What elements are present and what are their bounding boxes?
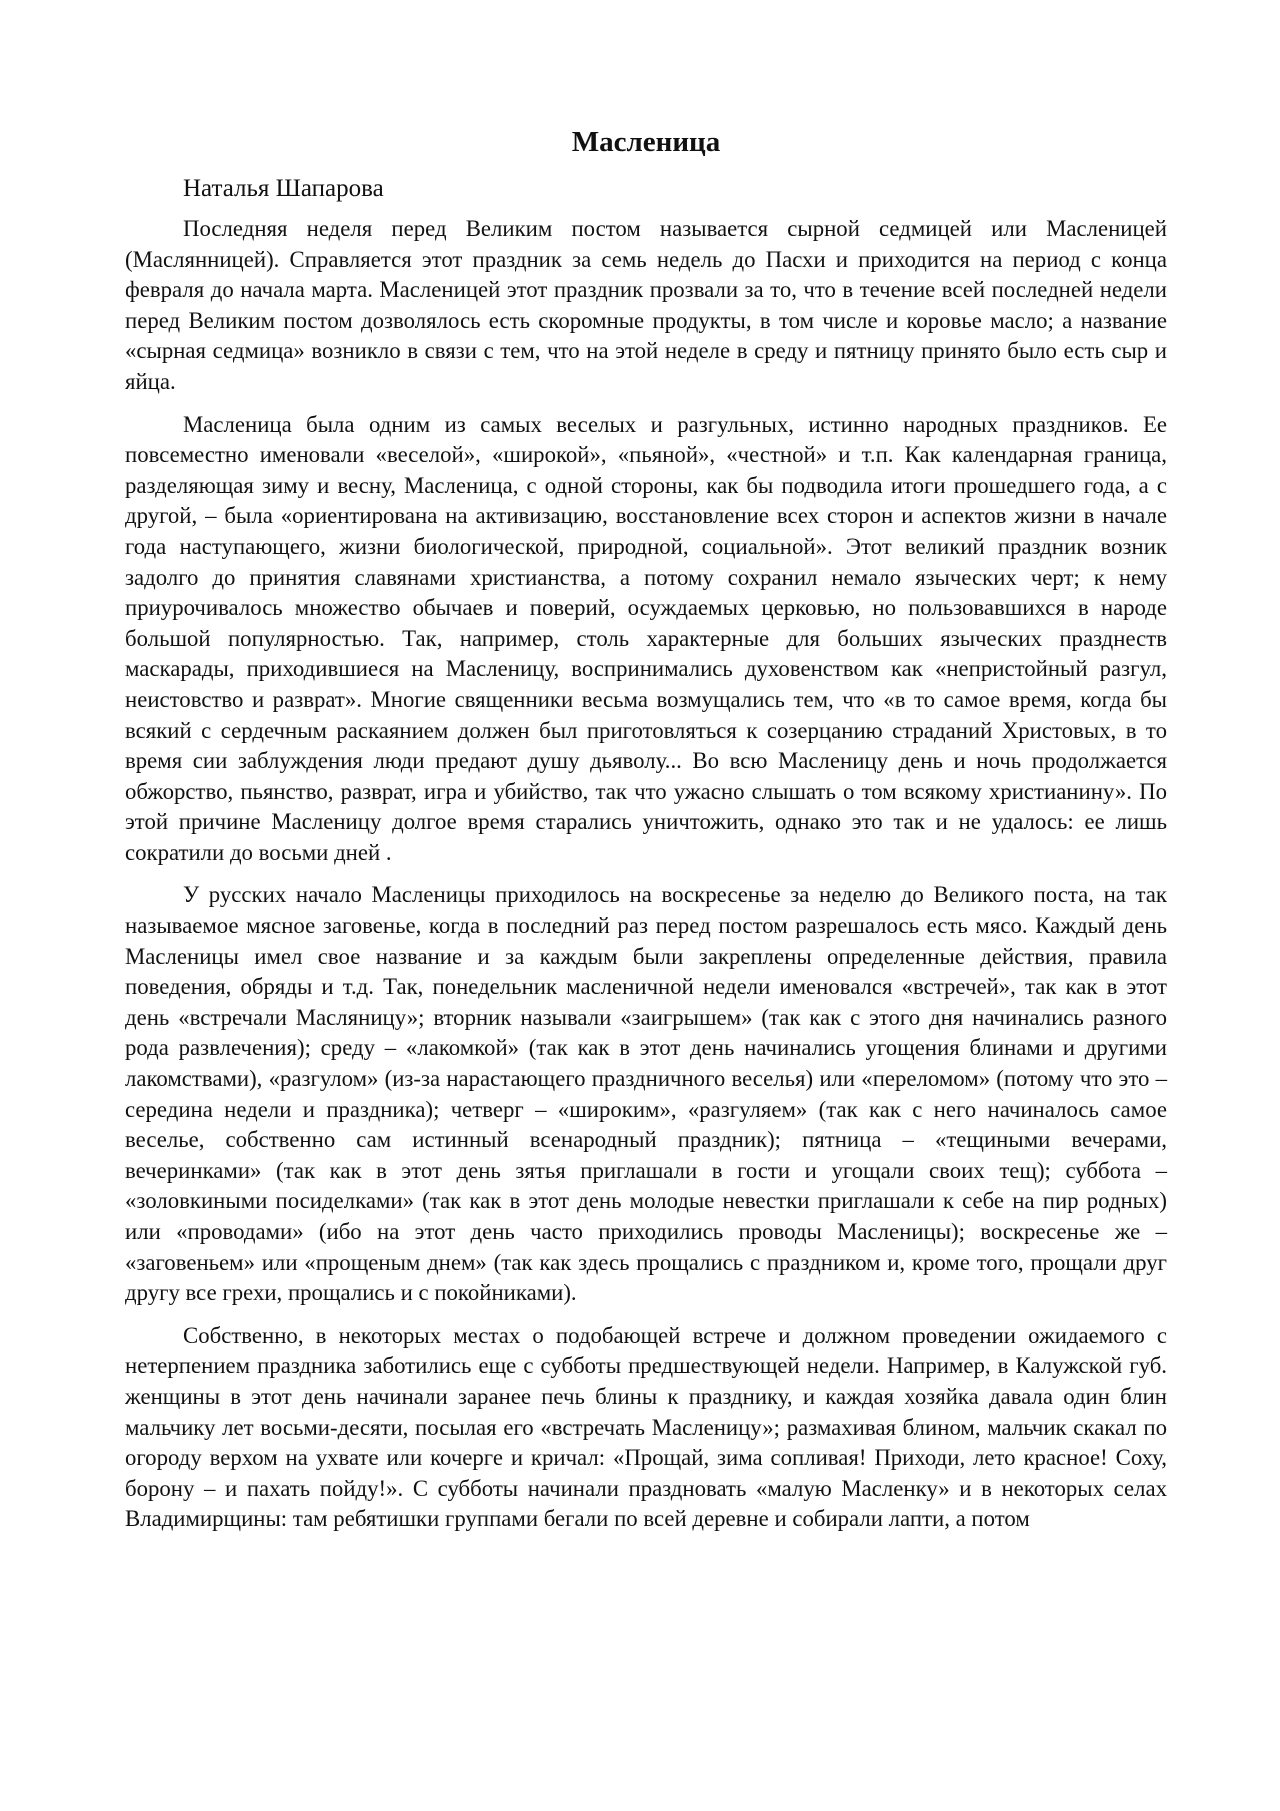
paragraph-3: У русских начало Масленицы приходилось на воскресенье за неделю до Великого поста, на так называемое мясное заговенье, когда в последний раз перед постом разрешалось есть мясо. Каждый день Масленицы имел свое название и за каждым были закреплены определенные действия, правила поведения, обряды и т.д. Так, понедельник масленичной недели именовался «встречей», так как в этот день «встречали Масляницу»; вторник называли «заигрышем» (так как с этого дня начинались разного рода развлечения); среду – «лакомкой» (так как в этот день начинались угощения блинами и другими лакомствами), «разгулом» (из-за нарастающего праздничного веселья) или «переломом» (потому что это – середина недели и праздника); четверг – «широким», «разгуляем» (так как с него начиналось самое веселье, собственно сам истинный всенародный праздник); пятница – «тещиными вечерами, вечеринками» (так как в этот день зятья приглашали в гости и угощали своих тещ); суббота – «золовкиными посиделками» (так как в этот день молодые невестки приглашали к себе на пир родных) или «проводами» (ибо на этот день часто приходились проводы Масленицы); воскресенье же – «заговеньем» или «прощеным днем» (так как здесь прощались с праздником и, кроме того, прощали друг другу все грехи, прощались и с покойниками). <box>125 882 1167 1306</box>
document-title: Масленица <box>571 126 721 158</box>
paragraph-1: Последняя неделя перед Великим постом называется сырной седмицей или Масленицей (Маслянницей). Справляется этот праздник за семь недель до Пасхи и приходится на период с конца февраля до начала марта. Масленицей этот праздник прозвали за то, что в течение всей последней недели перед Великим постом дозволялось есть скоромные продукты, в том числе и коровье масло; а название «сырная седмица» возникло в связи с тем, что на этой неделе в среду и пятницу принято было есть сыр и яйца. <box>125 216 1167 394</box>
document-author: Наталья Шапарова <box>183 175 384 202</box>
paragraph-4: Собственно, в некоторых местах о подобающей встрече и должном проведении ожидаемого с нетерпением праздника заботились еще с субботы предшествующей недели. Например, в Калужской губ. женщины в этот день начинали заранее печь блины к празднику, и каждая хозяйка давала один блин мальчику лет восьми-десяти, посылая его «встречать Масленицу»; размахивая блином, мальчик скакал по огороду верхом на ухвате или кочерге и кричал: «Прощай, зима сопливая! Приходи, лето красное! Соху, борону – и пахать пойду!». С субботы начинали праздновать «малую Масленку» и в некоторых селах Владимирщины: там ребятишки группами бегали по всей деревне и собирали лапти, а потом <box>125 1322 1167 1532</box>
paragraph-2: Масленица была одним из самых веселых и разгульных, истинно народных праздников. Ее повсеместно именовали «веселой», «широкой», «пьяной», «честной» и т.п. Как календарная граница, разделяющая зиму и весну, Масленица, с одной стороны, как бы подводила итоги прошедшего года, а с другой, – была «ориентирована на активизацию, восстановление всех сторон и аспектов жизни в начале года наступающего, жизни биологической, природной, социальной». Этот великий праздник возник задолго до принятия славянами христианства, а потому сохранил немало языческих черт; к нему приурочивалось множество обычаев и поверий, осуждаемых церковью, но пользовавшихся в народе большой популярностью. Так, например, столь характерные для больших языческих празднеств маскарады, приходившиеся на Масленицу, воспринимались духовенством как «непристойный разгул, неистовство и разврат». Многие священники весьма возмущались тем, что «в то самое время, когда бы всякий с сердечным раскаянием должен был приготовляться к созерцанию страданий Христовых, в то время сии заблуждения люди предают душу дьяволу... Во всю Масленицу день и ночь продолжается обжорство, пьянство, разврат, игра и убийство, так что ужасно слышать о том всякому христианину». По этой причине Масленицу долгое время старались уничтожить, однако это так и не удалось: ее лишь сократили до восьми дней . <box>125 411 1167 865</box>
document-page <box>125 124 1167 1547</box>
